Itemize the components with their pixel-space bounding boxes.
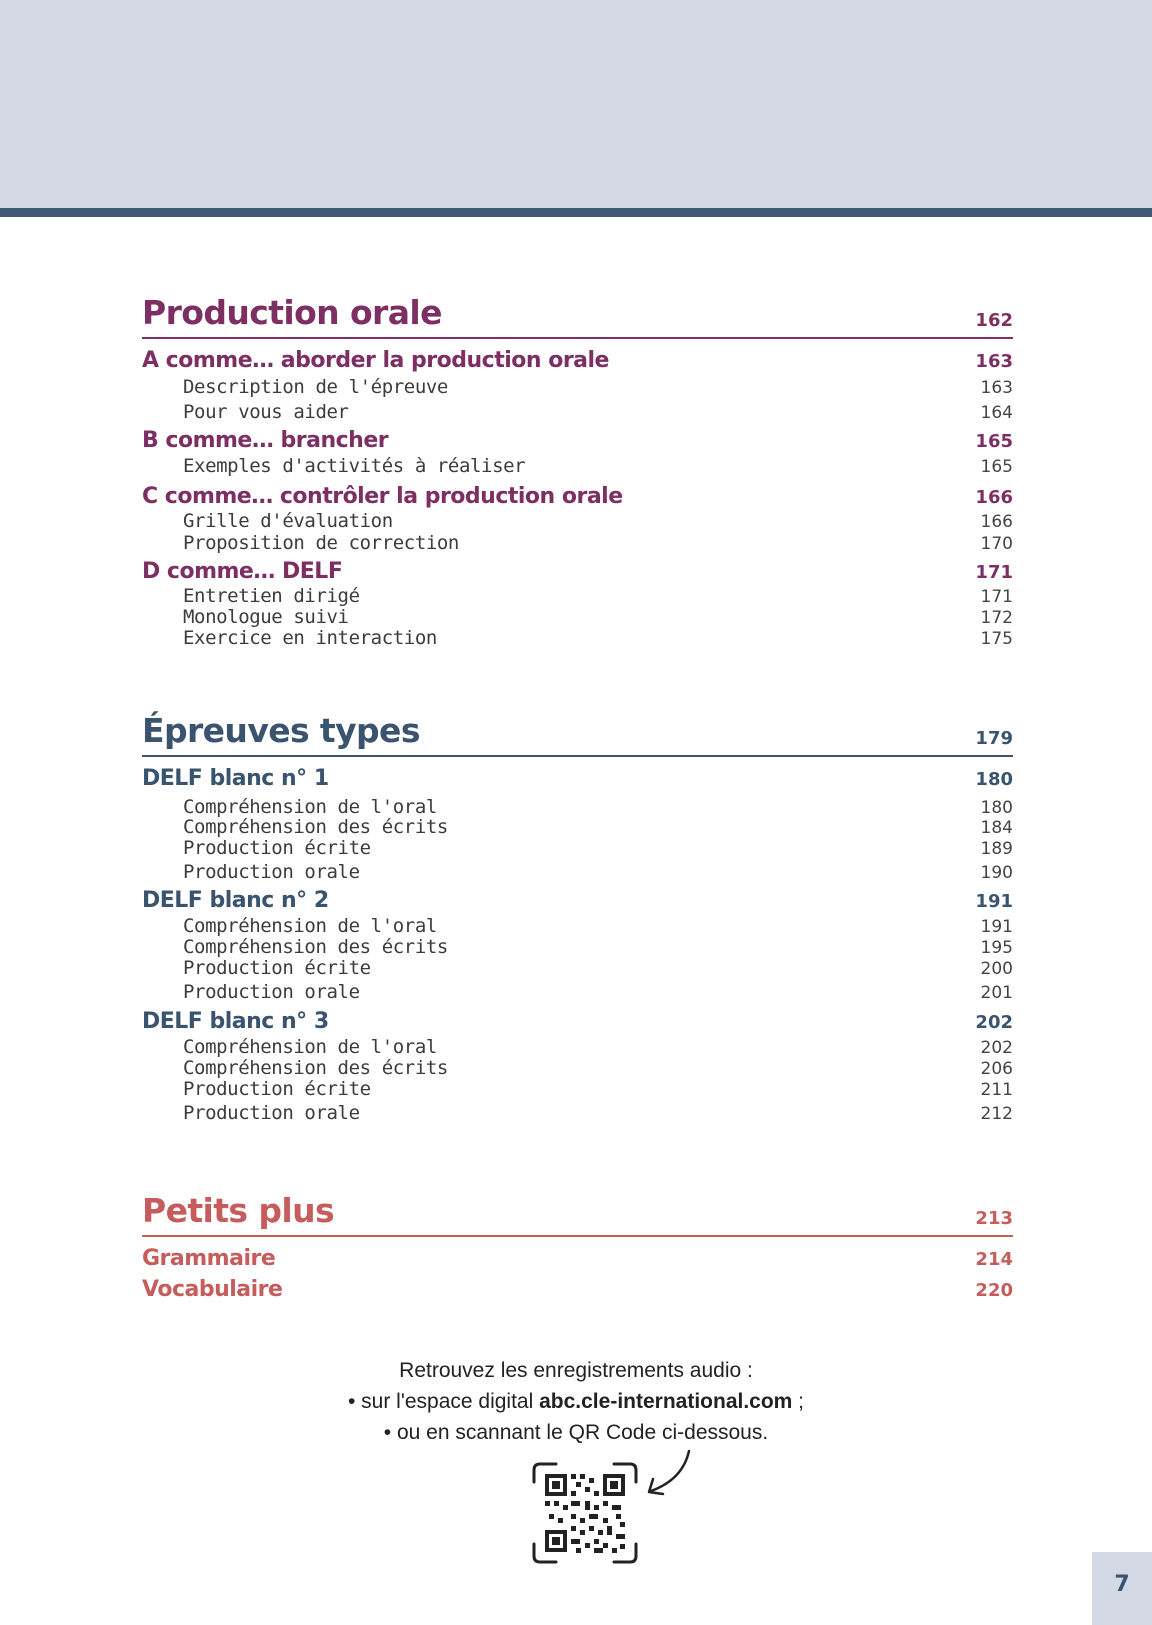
section-title: Production orale xyxy=(142,293,442,332)
item-label: Production orale xyxy=(183,861,360,883)
chapter-page: 202 xyxy=(975,1012,1013,1033)
item-page: 163 xyxy=(980,378,1013,398)
item-label: Compréhension de l'oral xyxy=(183,796,437,818)
item-page: 191 xyxy=(980,917,1013,937)
chapter-page: 163 xyxy=(975,351,1013,372)
toc-chapter[interactable] xyxy=(142,559,1013,585)
item-label: Production orale xyxy=(183,1102,360,1124)
item-label: Compréhension des écrits xyxy=(183,1057,448,1079)
item-label: Compréhension des écrits xyxy=(183,936,448,958)
toc-item[interactable] xyxy=(142,796,1013,816)
item-page: 211 xyxy=(980,1080,1013,1100)
section-page: 162 xyxy=(975,310,1013,331)
arrow-icon xyxy=(645,1447,701,1501)
chapter-label: C comme… contrôler la production orale xyxy=(142,484,623,509)
section-petits-plus xyxy=(142,1191,1013,1308)
item-page: 164 xyxy=(980,403,1013,423)
item-label: Grille d'évaluation xyxy=(183,510,393,532)
chapter-page: 165 xyxy=(975,431,1013,452)
toc-item[interactable] xyxy=(142,627,1013,648)
item-page: 175 xyxy=(980,629,1013,649)
item-page: 189 xyxy=(980,839,1013,859)
item-label: Entretien dirigé xyxy=(183,585,360,607)
chapter-label: B comme… brancher xyxy=(142,428,389,453)
item-label: Exemples d'activités à réaliser xyxy=(183,455,526,477)
item-page: 184 xyxy=(980,818,1013,838)
chapter-page: 166 xyxy=(975,487,1013,508)
section-production-orale xyxy=(142,293,1013,648)
item-page: 165 xyxy=(980,457,1013,477)
item-label: Exercice en interaction xyxy=(183,627,437,649)
chapter-page: 180 xyxy=(975,769,1013,790)
item-label: Production orale xyxy=(183,981,360,1003)
audio-website-link[interactable]: abc.cle-international.com xyxy=(539,1390,793,1413)
toc-item[interactable] xyxy=(142,606,1013,627)
item-page: 195 xyxy=(980,938,1013,958)
qr-code[interactable] xyxy=(530,1460,640,1566)
toc-item[interactable] xyxy=(142,861,1013,888)
toc-item[interactable] xyxy=(142,455,1013,484)
toc-item[interactable] xyxy=(142,936,1013,957)
toc-chapter[interactable] xyxy=(142,1246,1013,1277)
section-title: Épreuves types xyxy=(142,711,420,750)
toc-chapter[interactable] xyxy=(142,1277,1013,1308)
toc-chapter[interactable] xyxy=(142,888,1013,915)
toc-chapter[interactable] xyxy=(142,766,1013,796)
toc-chapter[interactable] xyxy=(142,428,1013,455)
chapter-label: Vocabulaire xyxy=(142,1277,283,1302)
item-label: Monologue suivi xyxy=(183,606,349,628)
audio-line-1: Retrouvez les enregistrements audio : xyxy=(399,1359,753,1382)
item-page: 202 xyxy=(980,1038,1013,1058)
chapter-label: D comme… DELF xyxy=(142,559,343,584)
section-page: 213 xyxy=(975,1208,1013,1229)
chapter-page: 191 xyxy=(975,891,1013,912)
section-heading xyxy=(142,293,1013,339)
toc-item[interactable] xyxy=(142,1102,1013,1126)
toc-item[interactable] xyxy=(142,401,1013,428)
chapter-label: DELF blanc n° 3 xyxy=(142,1009,329,1034)
page-number: 7 xyxy=(1114,1572,1130,1597)
item-label: Production écrite xyxy=(183,837,371,859)
toc-item[interactable] xyxy=(142,981,1013,1009)
item-page: 190 xyxy=(980,863,1013,883)
toc-item[interactable] xyxy=(142,376,1013,401)
item-page: 172 xyxy=(980,608,1013,628)
item-label: Compréhension de l'oral xyxy=(183,1036,437,1058)
toc-item[interactable] xyxy=(142,816,1013,837)
qr-code-icon xyxy=(530,1460,640,1566)
item-page: 170 xyxy=(980,534,1013,554)
item-page: 166 xyxy=(980,512,1013,532)
section-page: 179 xyxy=(975,728,1013,749)
item-page: 201 xyxy=(980,983,1013,1003)
toc-item[interactable] xyxy=(142,1057,1013,1078)
toc-item[interactable] xyxy=(142,1078,1013,1102)
header-rule xyxy=(0,208,1152,217)
section-epreuves-types xyxy=(142,711,1013,1126)
page-number-box xyxy=(1092,1552,1152,1625)
audio-line-2: • sur l'espace digital abc.cle-international.com ; xyxy=(347,1390,805,1413)
chapter-label: DELF blanc n° 2 xyxy=(142,888,329,913)
item-page: 206 xyxy=(980,1059,1013,1079)
toc-item[interactable] xyxy=(142,957,1013,981)
toc-item[interactable] xyxy=(142,837,1013,861)
toc-item[interactable] xyxy=(142,1036,1013,1057)
item-page: 171 xyxy=(980,587,1013,607)
chapter-page: 220 xyxy=(975,1280,1013,1301)
item-label: Compréhension de l'oral xyxy=(183,915,437,937)
toc-item[interactable] xyxy=(142,915,1013,936)
section-heading xyxy=(142,711,1013,757)
chapter-label: A comme… aborder la production orale xyxy=(142,348,609,373)
item-label: Proposition de correction xyxy=(183,532,459,554)
chapter-page: 171 xyxy=(975,562,1013,583)
item-label: Production écrite xyxy=(183,1078,371,1100)
audio-line-3: • ou en scannant le QR Code ci-dessous. xyxy=(383,1421,769,1444)
audio-notice xyxy=(0,1355,1152,1448)
item-page: 200 xyxy=(980,959,1013,979)
chapter-page: 214 xyxy=(975,1249,1013,1270)
toc-item[interactable] xyxy=(142,532,1013,559)
toc-item[interactable] xyxy=(142,510,1013,532)
header-band xyxy=(0,0,1152,208)
item-page: 180 xyxy=(980,798,1013,818)
toc-chapter[interactable] xyxy=(142,484,1013,510)
toc-item[interactable] xyxy=(142,585,1013,606)
toc-chapter[interactable] xyxy=(142,1009,1013,1036)
chapter-label: DELF blanc n° 1 xyxy=(142,766,329,791)
item-page: 212 xyxy=(980,1104,1013,1124)
chapter-label: Grammaire xyxy=(142,1246,276,1271)
item-label: Description de l'épreuve xyxy=(183,376,448,398)
section-heading xyxy=(142,1191,1013,1237)
toc-chapter[interactable] xyxy=(142,348,1013,376)
item-label: Compréhension des écrits xyxy=(183,816,448,838)
section-title: Petits plus xyxy=(142,1191,335,1230)
item-label: Production écrite xyxy=(183,957,371,979)
item-label: Pour vous aider xyxy=(183,401,349,423)
